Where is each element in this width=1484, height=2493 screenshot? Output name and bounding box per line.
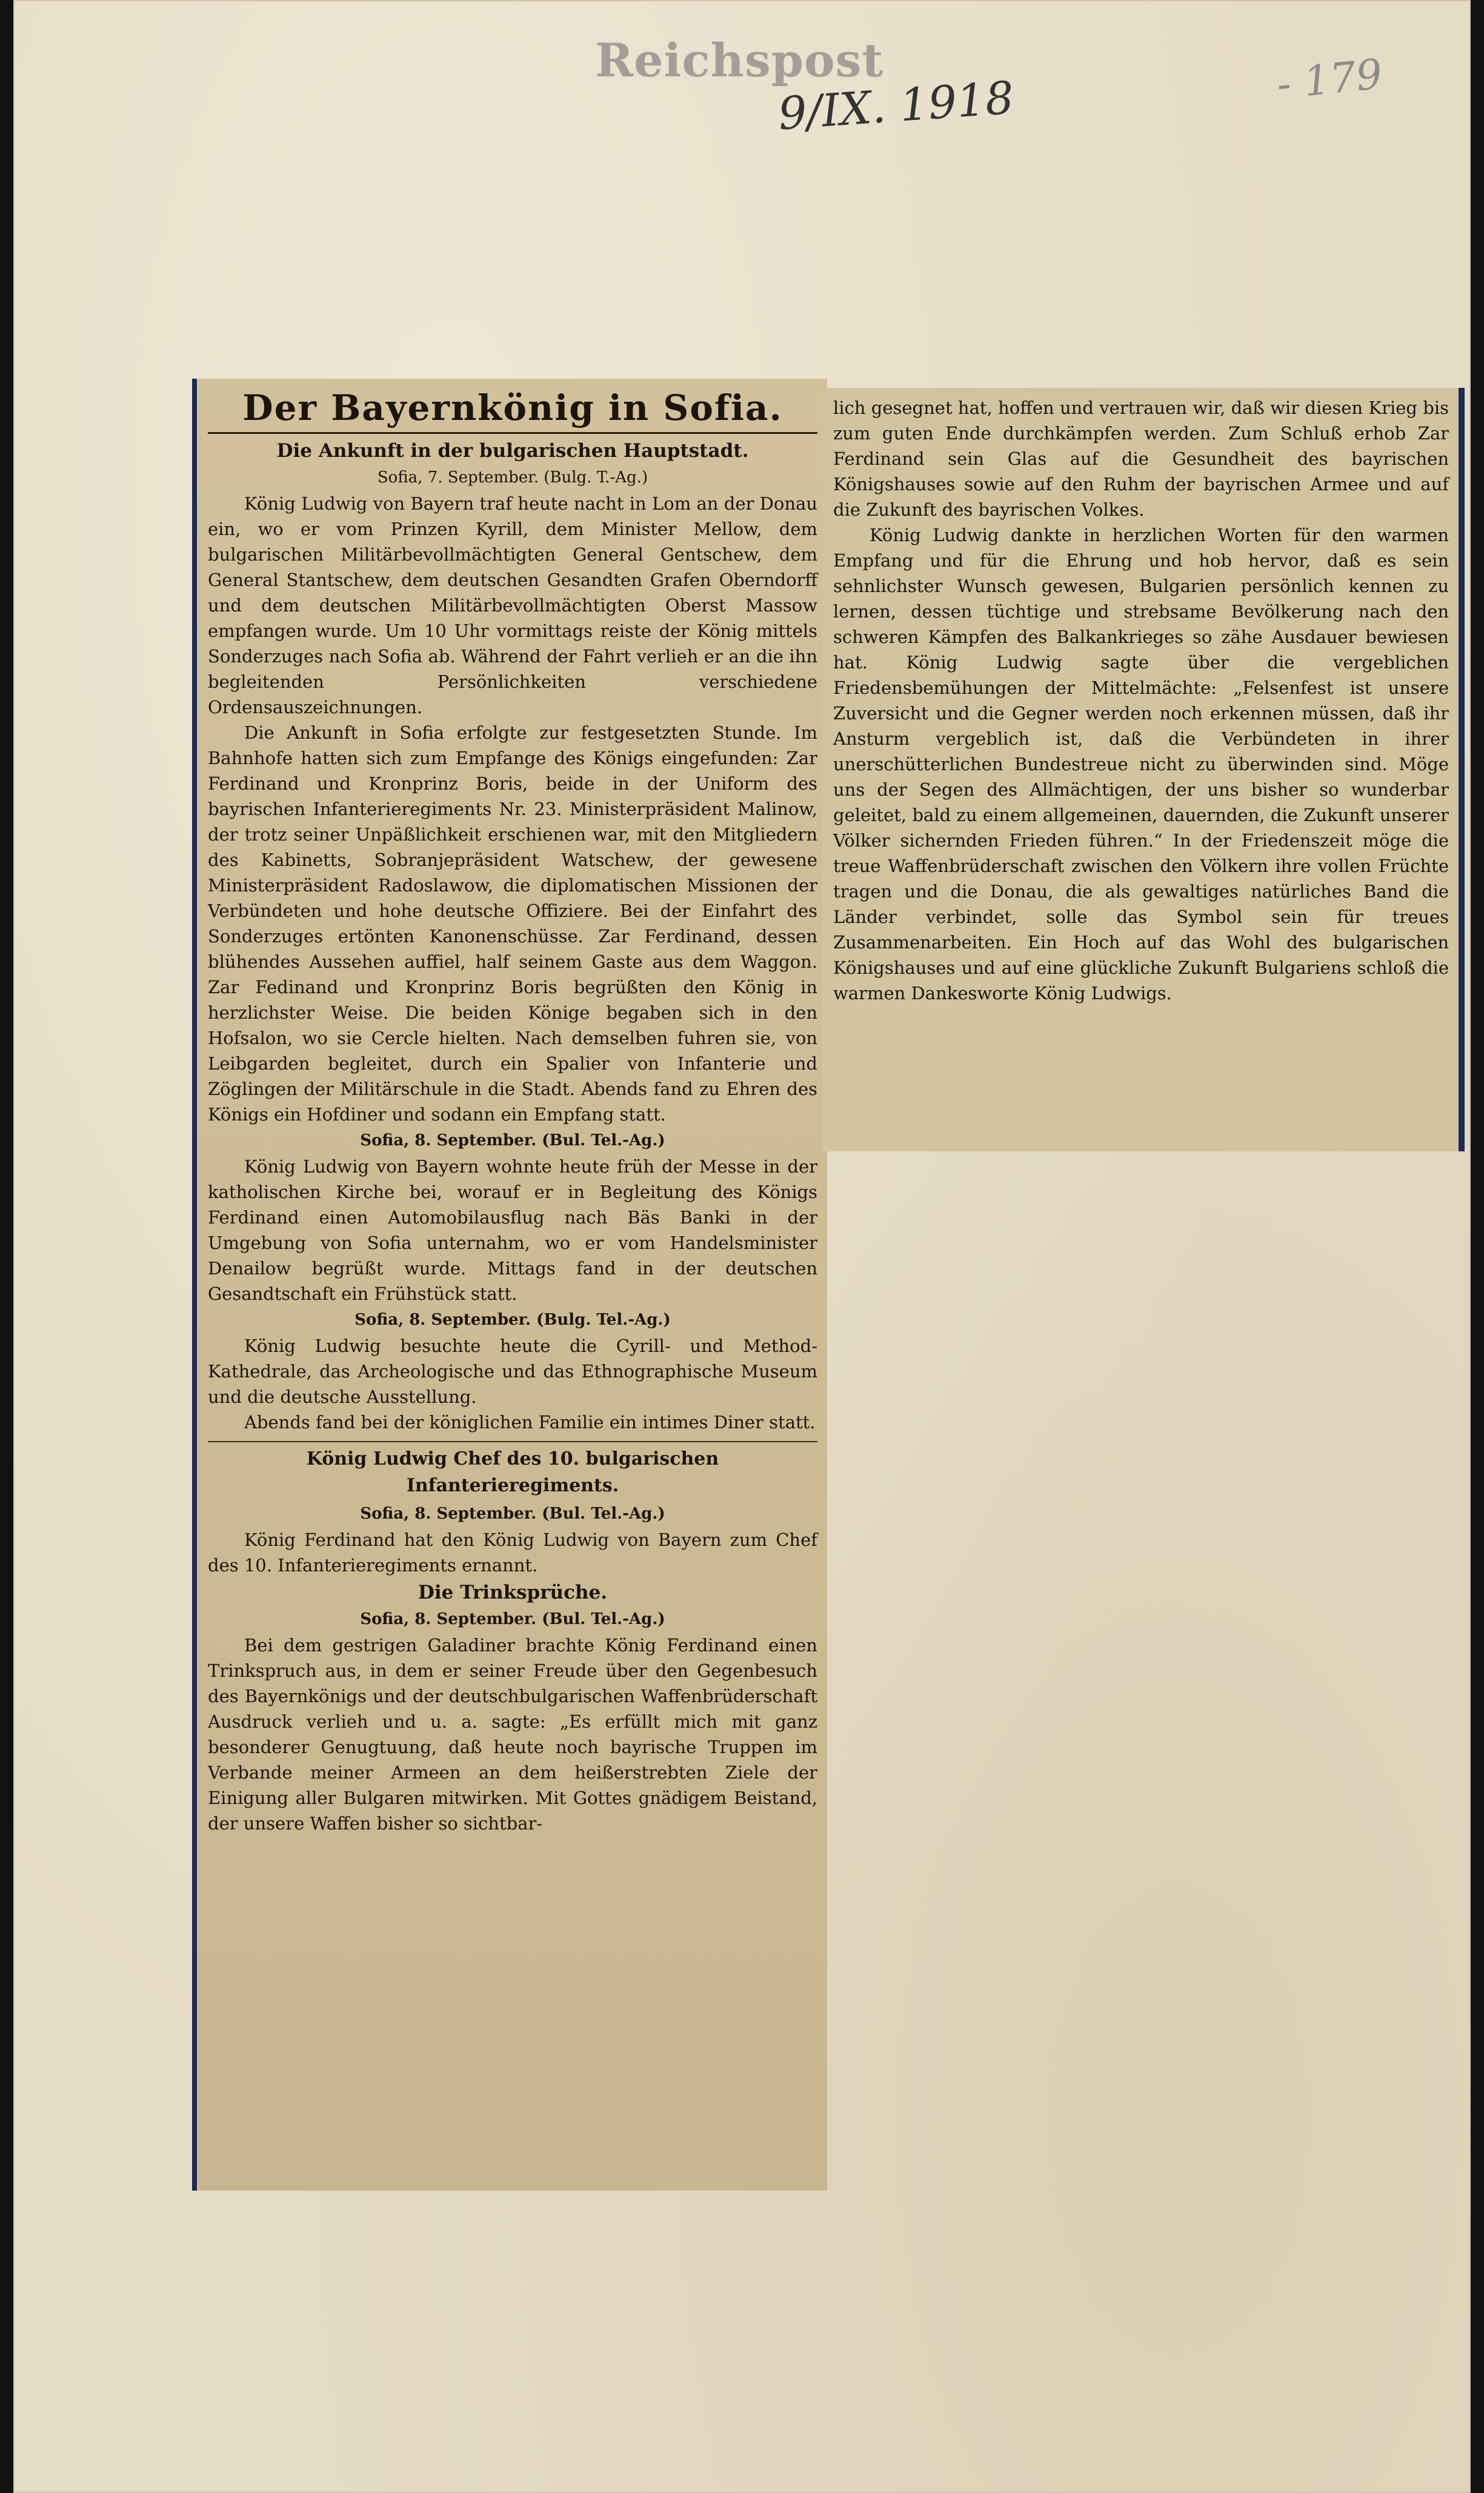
article-subhead: Die Ankunft in der bulgarischen Hauptstadt. bbox=[276, 440, 749, 462]
paragraph: Abends fand bei der königlichen Familie ein intimes Diner statt. bbox=[244, 1412, 816, 1433]
paragraph: König Ludwig von Bayern traf heute nacht in Lom an der Donau ein, wo er vom Prinzen Kyrill, dem Minister Mellow, dem bulgarischen Militärbevollmächtigten General Gentschew, dem General Stantschew, dem deutschen Gesandten Grafen Oberndorff und dem deutschen Militärbevollmächtigten Oberst Massow empfangen wurde. Um 10 Uhr vormittags reiste der König mittels Sonderzuges nach Sofia ab. Während der Fahrt verlieh er an die ihn begleitenden Persönlichkeiten verschiedene Ordensauszeichnungen. bbox=[208, 493, 817, 717]
newspaper-name: Reichspost bbox=[595, 33, 884, 87]
paragraph: lich gesegnet hat, hoffen und vertrauen wir, daß wir diesen Krieg bis zum guten Ende durchkämpfen werden. Zum Schluß erhob Zar Ferdinand sein Glas auf die Gesundheit des bayrischen Königshauses sowie auf den Ruhm der bayrischen Armee und auf die Zukunft des bayrischen Volkes. bbox=[833, 398, 1449, 520]
section-title: Die Trinksprüche. bbox=[418, 1582, 608, 1603]
dateline: Sofia, 8. September. (Bul. Tel.-Ag.) bbox=[360, 1610, 665, 1628]
article-column-2 bbox=[833, 395, 1449, 1006]
section-title: König Ludwig Chef des 10. bulgarischen Infanterieregiments. bbox=[208, 1441, 817, 1499]
clipping-left-column bbox=[192, 379, 827, 2191]
paragraph: König Ferdinand hat den König Ludwig von Bayern zum Chef des 10. Infanterieregiments ernannt. bbox=[208, 1529, 817, 1576]
paragraph: Die Ankunft in Sofia erfolgte zur festgesetzten Stunde. Im Bahnhofe hatten sich zum Empfange des Königs eingefunden: Zar Ferdinand und Kronprinz Boris, beide in der Uniform des bayrischen Infanterieregiments Nr. 23. Ministerpräsident Malinow, der trotz seiner Unpäßlichkeit erschienen war, mit den Mitgliedern des Kabinetts, Sobranjepräsident Watschew, der gewesene Ministerpräsident Radoslawow, die diplomatischen Missionen der Verbündeten und hohe deutsche Offiziere. Bei der Einfahrt des Sonderzuges ertönten Kanonenschüsse. Zar Ferdinand, dessen blühendes Aussehen auffiel, half seinem Gaste aus dem Waggon. Zar Fedinand und Kronprinz Boris begrüßten den König in herzlichster Weise. Die beiden Könige begaben sich in den Hofsalon, wo sie Cercle hielten. Nach demselben fuhren sie, von Leibgarden begleitet, durch ein Spalier von Infanterie und Zöglingen der Militärschule in die Stadt. Abends fand zu Ehren des Königs ein Hofdiner und sodann ein Empfang statt. bbox=[208, 722, 817, 1125]
handwritten-date: 9/IX. 1918 bbox=[776, 72, 1016, 141]
archive-sheet bbox=[13, 0, 1471, 2493]
archive-number: - 179 bbox=[1274, 50, 1385, 109]
clipping-right-column bbox=[822, 388, 1465, 1151]
dateline: Sofia, 7. September. (Bulg. T.-Ag.) bbox=[377, 468, 648, 487]
dateline: Sofia, 8. September. (Bul. Tel.-Ag.) bbox=[360, 1505, 665, 1523]
newspaper-stamp bbox=[595, 33, 884, 88]
article-column-1 bbox=[208, 384, 817, 1836]
article-headline: Der Bayernkönig in Sofia. bbox=[208, 384, 817, 434]
paragraph: König Ludwig von Bayern wohnte heute früh der Messe in der katholischen Kirche bei, worauf er in Begleitung des Königs Ferdinand einen Automobilausflug nach Bäs Banki in der Umgebung von Sofia unternahm, wo er vom Handelsminister Denailow begrüßt wurde. Mittags fand in der deutschen Gesandtschaft ein Frühstück statt. bbox=[208, 1156, 817, 1304]
dateline: Sofia, 8. September. (Bulg. Tel.-Ag.) bbox=[354, 1311, 671, 1329]
paragraph: König Ludwig besuchte heute die Cyrill- und Method-Kathedrale, das Archeologische und das Ethnographische Museum und die deutsche Ausstellung. bbox=[208, 1336, 817, 1407]
paragraph: Bei dem gestrigen Galadiner brachte König Ferdinand einen Trinkspruch aus, in dem er seiner Freude über den Gegenbesuch des Bayernkönigs und der deutschbulgarischen Waffenbrüderschaft Ausdruck verlieh und u. a. sagte: „Es erfüllt mich mit ganz besonderer Genugtuung, daß heute noch bayrische Truppen im Verbande meiner Armeen an dem heißerstrebten Ziele der Einigung aller Bulgaren mitwirken. Mit Gottes gnädigem Beistand, der unsere Waffen bisher so sichtbar- bbox=[208, 1635, 817, 1834]
paragraph: König Ludwig dankte in herzlichen Worten für den warmen Empfang und für die Ehrung und hob hervor, daß es sein sehnlichster Wunsch gewesen, Bulgarien persönlich kennen zu lernen, dessen tüchtige und strebsame Bevölkerung nach den schweren Kämpfen des Balkankrieges so zähe Ausdauer bewiesen hat. König Ludwig sagte über die vergeblichen Friedensbemühungen der Mittelmächte: „Felsenfest ist unsere Zuversicht und die Gegner werden noch erkennen müssen, daß ihr Ansturm vergeblich ist, daß die Verbündeten in ihrer unerschütterlichen Bundestreue nicht zu überwinden sind. Möge uns der Segen des Allmächtigen, der uns bisher so wunderbar geleitet, bald zu einem allgemeinen, dauernden, die Zukunft unserer Völker sichernden Frieden führen.“ In der Friedenszeit möge die treue Waffenbrüderschaft zwischen den Völkern ihre vollen Früchte tragen und die Donau, die als gewaltiges natürliches Band die Länder verbindet, solle das Symbol sein für treues Zusammenarbeiten. Ein Hoch auf das Wohl des bulgarischen Königshauses und auf eine glückliche Zukunft Bulgariens schloß die warmen Dankesworte König Ludwigs. bbox=[833, 525, 1449, 1004]
dateline: Sofia, 8. September. (Bul. Tel.-Ag.) bbox=[360, 1131, 665, 1150]
